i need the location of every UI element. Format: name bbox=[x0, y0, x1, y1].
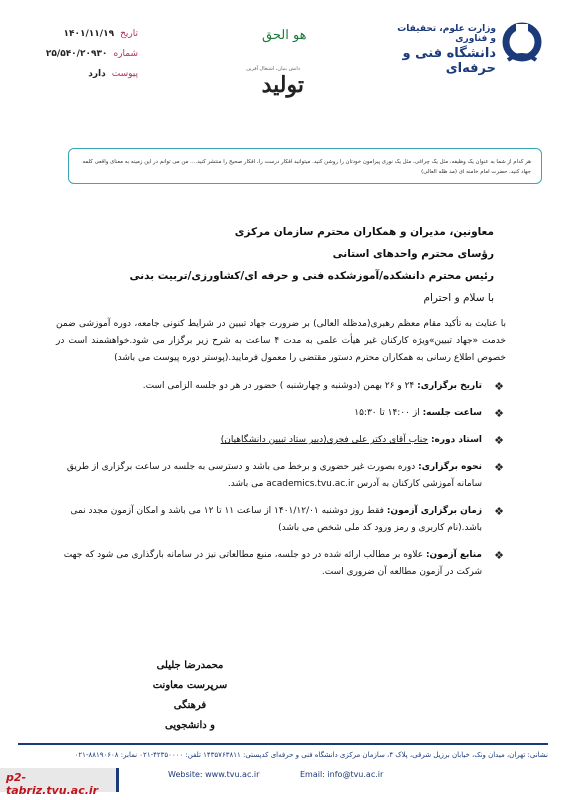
item-label: استاد دوره: bbox=[430, 435, 482, 445]
body-paragraph: با عنایت به تأکید مقام معظم رهبری(مدظله العالی) بر ضرورت جهاد تبیین در شرایط کنونی جامعه، دوره آموزشی ضمن خدمت «جهاد تبیین»ویژه کارکنان غیر هیأت علمی به مدت ۴ ساعت به شرح زیر برگزار می شود.خواهشمند است در خصوص اطلاع رسانی به همکاران محترم دستور مقتضی را معمول فرمایید.(پوستر دوره پیوست می باشد) bbox=[56, 319, 506, 363]
item-label: زمان برگزاری آزمون: bbox=[386, 506, 482, 516]
signer-title: و دانشجویی bbox=[165, 720, 215, 731]
list-item bbox=[56, 503, 504, 537]
item-text: فقط روز دوشنبه ۱۴۰۱/۱۲/۰۱ از ساعت ۱۱ تا ۱۲ می باشد و امکان آزمون مجدد نمی باشد.(نام کاربری و رمز ورود کد ملی شخص می باشد) bbox=[70, 506, 482, 533]
item-label: نحوه برگزاری: bbox=[418, 462, 482, 472]
date-value: ۱۴۰۱/۱۱/۱۹ bbox=[63, 29, 115, 39]
number-label: شماره bbox=[113, 49, 138, 59]
bullet-icon: ❖ bbox=[494, 505, 504, 518]
footer-website-link[interactable]: Website: www.tvu.ac.ir bbox=[168, 770, 260, 779]
signer-name: محمدرضا جلیلی bbox=[156, 660, 224, 671]
item-label: منابع آزمون: bbox=[425, 550, 482, 560]
addressee-block bbox=[74, 221, 494, 309]
university-name: دانشگاه فنی و حرفه‌ای bbox=[402, 46, 496, 76]
bullet-icon: ❖ bbox=[494, 407, 504, 420]
list-item bbox=[56, 547, 504, 581]
ministry-name: وزارت علوم، تحقیقات و فناوری bbox=[397, 24, 496, 44]
quote-box bbox=[68, 148, 542, 184]
details-list bbox=[56, 378, 504, 581]
bullet-icon: ❖ bbox=[494, 380, 504, 393]
attachment-value: دارد bbox=[88, 69, 106, 79]
slogan-text: تولید bbox=[261, 72, 304, 98]
list-item bbox=[56, 405, 504, 422]
list-item bbox=[56, 378, 504, 395]
bullet-icon: ❖ bbox=[494, 434, 504, 447]
signer-title: سرپرست معاونت فرهنگی bbox=[152, 680, 228, 711]
signature-block bbox=[140, 656, 240, 736]
quote-text: هر کدام از شما به عنوان یک وظیفه، مثل یک چراغی، مثل یک نوری پیرامون خودتان را روشن کنید. میتوانید افکار درست را، افکار صحیح را منتشر کنید…. من می توانم در این زمینه به معنای واقعی کلمه جهاد کنید. حضرت امام خامنه ای (مد ظله العالی) bbox=[82, 159, 531, 175]
slogan-seal bbox=[238, 66, 304, 116]
item-text: ۲۴ و ۲۶ بهمن (دوشنبه و چهارشنبه ) حضور در هر دو جلسه الزامی است. bbox=[142, 381, 415, 391]
date-row bbox=[28, 24, 138, 44]
item-text: از ۱۴:۰۰ تا ۱۵:۳۰ bbox=[354, 408, 420, 418]
number-row bbox=[28, 44, 138, 64]
attachment-label: پیوست bbox=[111, 69, 138, 79]
list-item bbox=[56, 432, 504, 449]
item-text: علاوه بر مطالب ارائه شده در دو جلسه، منبع مطالعاتی نیز در سامانه بارگذاری می شود که جهت شرکت در آزمون مطالعه آن ضروری است. bbox=[63, 550, 482, 577]
number-value: ۲۵/۵۴۰/۲۰۹۳۰ bbox=[45, 49, 108, 59]
greeting: با سلام و احترام bbox=[423, 292, 494, 304]
addressee-line: معاونین، مدیران و همکاران محترم سازمان مرکزی bbox=[234, 226, 494, 238]
source-badge bbox=[0, 768, 119, 797]
letter-meta bbox=[28, 24, 138, 84]
item-text: جناب آقای دکتر علی فجری(دبیر ستاد تبیین دانشگاهیان) bbox=[220, 435, 429, 445]
university-logo-icon bbox=[500, 20, 544, 68]
source-badge-text: p2-tabriz.tvu.ac.ir bbox=[6, 771, 99, 797]
addressee-line: رؤسای محترم واحدهای استانی bbox=[332, 248, 494, 260]
addressee-line: رئیس محترم دانشکده/آموزشکده فنی و حرفه ای/کشاورزی/تربیت بدنی bbox=[129, 270, 494, 282]
item-label: ساعت جلسه: bbox=[422, 408, 482, 418]
item-label: تاریخ برگزاری: bbox=[417, 381, 482, 391]
footer-address: نشانی: تهران، میدان ونک، خیابان برزیل شرقی، پلاک ۴، سازمان مرکزی دانشگاه فنی و حرفه‌ای کدپستی: ۱۴۳۵۷۶۳۸۱۱ تلفن: ۴۲۳۵۰۰۰۰-۰۲۱ نمابر: ۸۸۱۹۰۶۰۸-۰۲۱ bbox=[74, 751, 548, 759]
attachment-row bbox=[28, 64, 138, 84]
bullet-icon: ❖ bbox=[494, 549, 504, 562]
footer-divider bbox=[18, 743, 548, 745]
bullet-icon: ❖ bbox=[494, 461, 504, 474]
bismillah-text: هو الحق bbox=[262, 28, 307, 43]
slogan-small-text: دانش بنیان، اشتغال آفرین bbox=[246, 66, 300, 72]
item-text: دوره بصورت غیر حضوری و برخط می باشد و دسترسی به جلسه در ساعت برگزاری از طریق سامانه آموزشی کارکنان به آدرس academics.tvu.ac.ir می باشد. bbox=[66, 462, 482, 489]
ministry-header bbox=[390, 24, 496, 76]
date-label: تاریخ bbox=[120, 29, 138, 39]
list-item bbox=[56, 459, 504, 493]
footer-email-link[interactable]: Email: info@tvu.ac.ir bbox=[300, 770, 384, 779]
